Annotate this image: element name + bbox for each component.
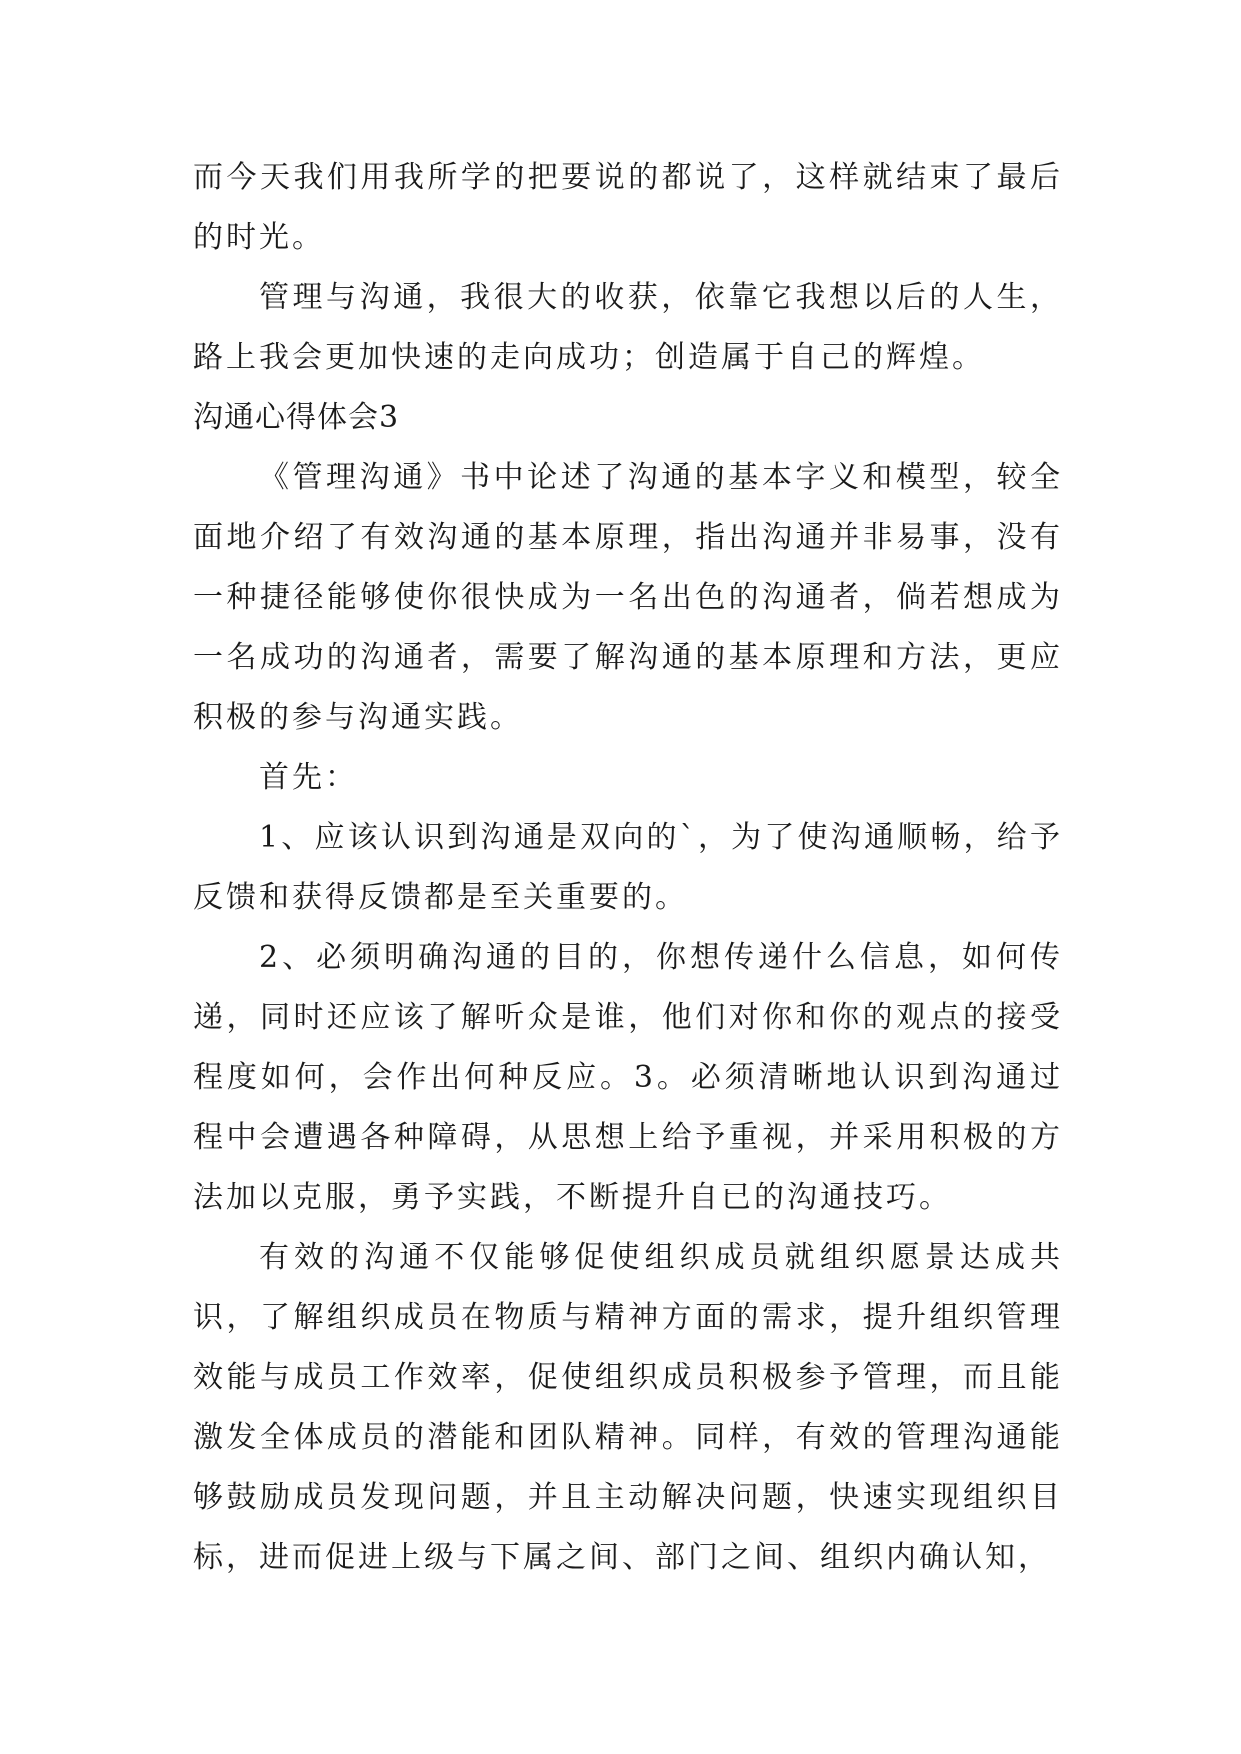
paragraph-5: 1、应该认识到沟通是双向的`，为了使沟通顺畅，给予反馈和获得反馈都是至关重要的。 <box>193 820 1063 915</box>
paragraph-4: 首先： <box>259 760 358 795</box>
paragraph-3: 《管理沟通》书中论述了沟通的基本字义和模型，较全面地介绍了有效沟通的基本原理，指出沟通并非易事，没有一种捷径能够使你很快成为一名出色的沟通者，倘若想成为一名成功的沟通者，需要了解沟通的基本原理和方法，更应积极的参与沟通实践。 <box>193 460 1063 735</box>
paragraph-7: 有效的沟通不仅能够促使组织成员就组织愿景达成共识，了解组织成员在物质与精神方面的需求，提升组织管理效能与成员工作效率，促使组织成员积极参予管理，而且能激发全体成员的潜能和团队精神。同样，有效的管理沟通能够鼓励成员发现问题，并且主动解决问题，快速实现组织目标，进而促进上级与下属之间、部门之间、组织内确认知， <box>193 1240 1063 1575</box>
paragraph-1: 而今天我们用我所学的把要说的都说了，这样就结束了最后的时光。 <box>193 160 1063 255</box>
section-heading: 沟通心得体会3 <box>193 400 400 435</box>
paragraph-2: 管理与沟通，我很大的收获，依靠它我想以后的人生，路上我会更加快速的走向成功；创造属于自己的辉煌。 <box>193 280 1063 375</box>
document-body <box>193 148 1063 1588</box>
paragraph-6: 2、必须明确沟通的目的，你想传递什么信息，如何传递，同时还应该了解听众是谁，他们对你和你的观点的接受程度如何，会作出何种反应。3。必须清晰地认识到沟通过程中会遭遇各种障碍，从思想上给予重视，并采用积极的方法加以克服，勇予实践，不断提升自已的沟通技巧。 <box>193 940 1063 1215</box>
